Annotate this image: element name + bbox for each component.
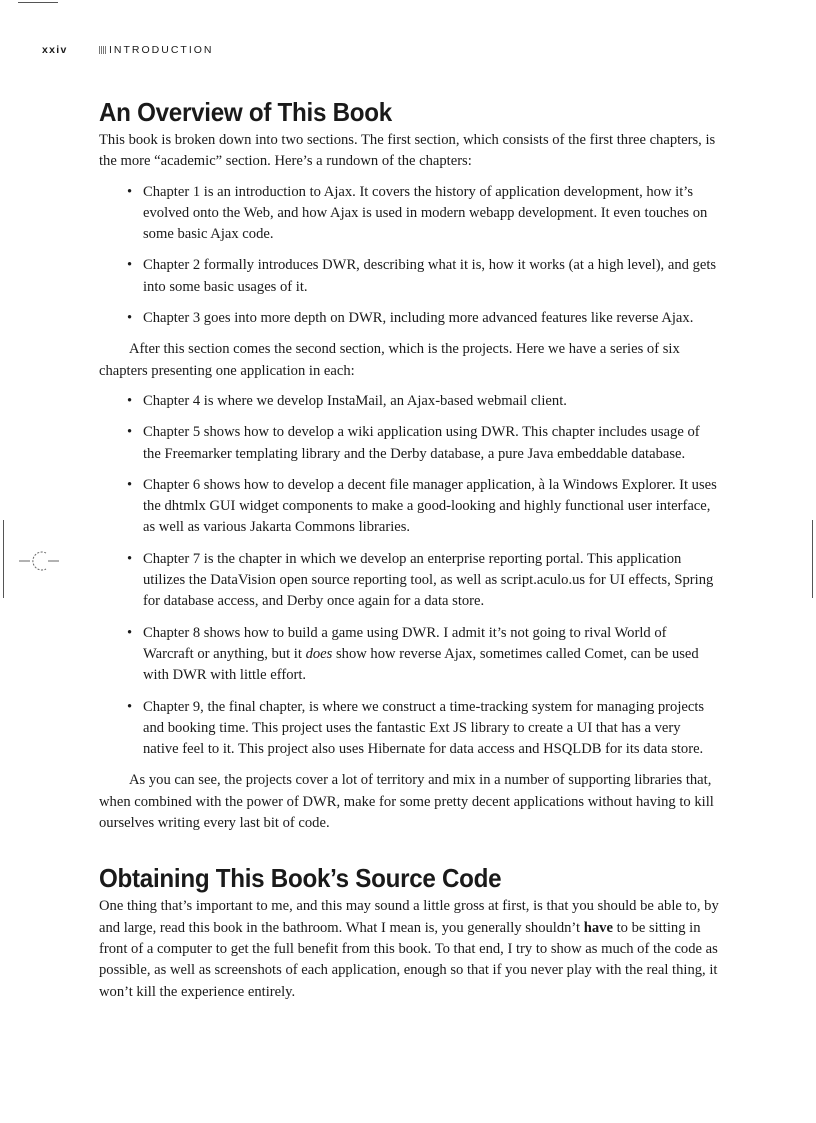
source-code-paragraph [99,896,719,1002]
list-item-text [143,625,699,684]
projects-transition-paragraph: After this section comes the second section, which is the projects. Here we have a series of six chapters presenting one application in each: [99,341,680,379]
chapter8-text-before: Chapter 8 shows how to build a game using DWR. I admit it’s not going to rival World of Warcraft or anything, but it [143,624,667,662]
bullet-icon: • [127,183,133,200]
list-item-text: Chapter 2 formally introduces DWR, describing what it is, how it works (at a high level), and gets into some basic usages of it. [143,257,717,295]
page-number: xxiv [42,44,68,56]
section-heading-source-code: Obtaining This Book’s Source Code [99,863,502,894]
crop-mark-right [812,520,813,598]
bullet-icon: • [127,392,133,409]
list-item-text: Chapter 3 goes into more depth on DWR, including more advanced features like reverse Ajax. [143,310,694,327]
source-code-bold-word: have [583,919,613,936]
crop-mark-top [18,2,58,3]
bullet-icon: • [127,698,133,715]
list-item [99,697,719,761]
academic-chapter-list [99,182,719,330]
registration-mark-icon [18,548,60,574]
list-item [99,308,719,329]
bullet-icon: • [127,476,133,493]
list-item-text: Chapter 5 shows how to develop a wiki application using DWR. This chapter includes usage of the Freemarker templating library and the Derby database, a pure Java embeddable database. [143,424,700,462]
list-item [99,623,719,687]
section-heading-overview: An Overview of This Book [99,97,392,127]
list-item-text: Chapter 9, the final chapter, is where we construct a time-tracking system for managing projects and booking time. This project uses the fantastic Ext JS library to create a UI that has a very native feel to it. This project also uses Hibernate for data access and HSQLDB for its data store. [143,698,705,758]
list-item-text: Chapter 4 is where we develop InstaMail, an Ajax-based webmail client. [143,392,567,409]
page-body [99,96,719,1003]
header-ornament-icon [99,46,106,54]
list-item [99,255,719,298]
list-item [99,391,719,412]
chapter8-emphasis: does [305,645,333,662]
bullet-icon: • [127,550,133,567]
bullet-icon: • [127,310,133,327]
source-code-text-before: One thing that’s important to me, and this may sound a little gross at first, is that you should be able to, by and large, read this book in the bathroom. What I mean is, you generally shouldn’t [99,898,719,936]
list-item [99,475,719,539]
list-item-text: Chapter 7 is the chapter in which we develop an enterprise reporting portal. This application utilizes the DataVision open source reporting tool, as well as script.aculo.us for UI effects, Spring for database access, and Derby once again for a data store. [143,550,714,610]
overview-intro-paragraph: This book is broken down into two sections. The first section, which consists of the first three chapters, is the more “academic” section. Here’s a rundown of the chapters: [99,132,716,170]
overview-closing-paragraph: As you can see, the projects cover a lot of territory and mix in a number of supporting libraries that, when combined with the power of DWR, make for some pretty decent applications without having to kill ourselves writing every last bit of code. [99,772,714,832]
chapter-label: INTRODUCTION [109,44,214,56]
list-item-text: Chapter 1 is an introduction to Ajax. It covers the history of application development, how it’s evolved onto the Web, and how Ajax is used in modern webapp development. It even touches on some basic Ajax code. [143,183,708,243]
list-item [99,549,719,613]
list-item [99,182,719,246]
bullet-icon: • [127,424,133,441]
source-code-text-after: to be sitting in front of a computer to get the full benefit from this book. To that end, I try to show as much of the code as possible, as well as screenshots of each application, enough so that if you never play with the real thing, it won’t kill the experience entirely. [99,919,718,1000]
bullet-icon: • [127,257,133,274]
chapter8-text-after: show how reverse Ajax, sometimes called Comet, can be used with DWR with little effort. [143,645,699,684]
project-chapter-list [99,391,719,760]
list-item [99,422,719,465]
crop-mark-left [3,520,4,598]
bullet-icon: • [127,624,133,641]
list-item-text: Chapter 6 shows how to develop a decent file manager application, à la Windows Explorer. It uses the dhtmlx GUI widget components to make a good-looking and highly functional user interface, as well as various Jakarta Commons libraries. [143,476,717,536]
